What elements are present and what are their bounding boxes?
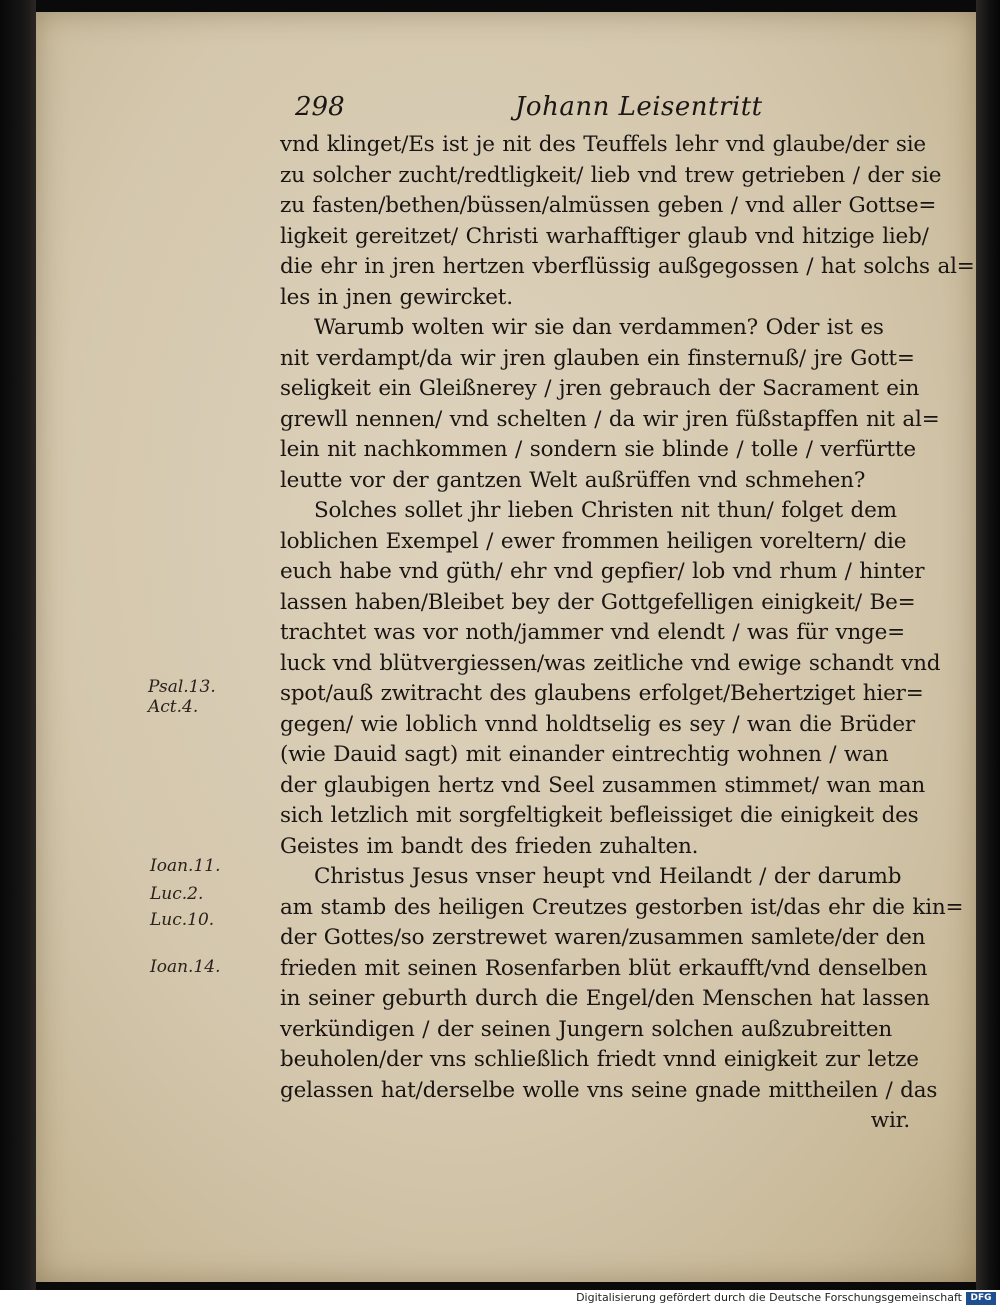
margin-note-luc-10: Luc.10. xyxy=(150,910,215,930)
catchword: wir. xyxy=(870,1108,910,1133)
page-header xyxy=(295,92,925,126)
margin-note-psal-13: Psal.13. xyxy=(148,677,216,697)
text-line: zu fasten/bethen/büssen/almüssen geben / vnd aller Gottse= xyxy=(280,193,937,218)
margin-note-act-4: Act.4. xyxy=(148,697,199,717)
text-line: beuholen/der vns schließlich friedt vnnd einigkeit zur letze xyxy=(280,1047,919,1072)
text-line: am stamb des heiligen Creutzes gestorben ist/das ehr die kin= xyxy=(280,894,964,920)
text-line: grewll nennen/ vnd schelten / da wir jren füßstapffen nit al= xyxy=(280,406,940,432)
text-line: les in jnen gewircket. xyxy=(280,284,513,310)
text-line: nit verdampt/da wir jren glauben ein finsternuß/ jre Gott= xyxy=(280,345,915,371)
book-cover-left xyxy=(0,0,36,1290)
text-line: loblichen Exempel / ewer frommen heiligen voreltern/ die xyxy=(280,528,907,554)
text-line: ligkeit gereitzet/ Christi warhafftiger glaub vnd hitzige lieb/ xyxy=(280,223,929,249)
margin-note-luc-2: Luc.2. xyxy=(150,884,204,904)
page-number: 298 xyxy=(295,92,345,122)
text-line: lassen haben/Bleibet bey der Gottgefelligen einigkeit/ Be= xyxy=(280,589,916,615)
text-line: der Gottes/so zerstrewet waren/zusammen samlete/der den xyxy=(280,925,926,950)
dfg-logo: DFG xyxy=(966,1292,996,1305)
text-line: verkündigen / der seinen Jungern solchen außzubreitten xyxy=(280,1016,893,1042)
text-line: vnd klinget/Es ist je nit des Teuffels lehr vnd glaube/der sie xyxy=(280,132,926,157)
text-line: frieden mit seinen Rosenfarben blüt erkaufft/vnd denselben xyxy=(280,955,928,981)
text-line: trachtet was vor noth/jammer vnd elendt / was für vnge= xyxy=(280,620,905,645)
text-line: spot/auß zwitracht des glaubens erfolget/Behertziget hier= xyxy=(280,681,924,706)
text-line: leutte vor der gantzen Welt außrüffen vnd schmehen? xyxy=(280,467,866,493)
text-line: zu solcher zucht/redtligkeit/ lieb vnd trew getrieben / der sie xyxy=(280,162,942,188)
footer-bar xyxy=(0,1290,1000,1307)
body-text xyxy=(280,130,975,1137)
text-line: in seiner geburth durch die Engel/den Menschen hat lassen xyxy=(280,986,930,1011)
text-line: gegen/ wie loblich vnnd holdtselig es sey / wan die Brüder xyxy=(280,711,916,737)
footer-credit: Digitalisierung gefördert durch die Deutsche Forschungsgemeinschaft xyxy=(576,1291,962,1304)
text-line: Solches sollet jhr lieben Christen nit thun/ folget dem xyxy=(314,498,897,523)
book-cover-right xyxy=(976,0,1000,1290)
text-line: sich letzlich mit sorgfeltigkeit befleissiget die einigkeit des xyxy=(280,803,919,828)
margin-note-ioan-11: Ioan.11. xyxy=(150,856,221,876)
text-line: der glaubigen hertz vnd Seel zusammen stimmet/ wan man xyxy=(280,772,925,798)
text-line: lein nit nachkommen / sondern sie blinde / tolle / verfürtte xyxy=(280,437,916,462)
text-line: Christus Jesus vnser heupt vnd Heilandt / der darumb xyxy=(314,864,902,889)
text-line: Geistes im bandt des frieden zuhalten. xyxy=(280,833,699,859)
text-line: gelassen hat/derselbe wolle vns seine gnade mittheilen / das xyxy=(280,1077,938,1103)
text-line: (wie Dauid sagt) mit einander eintrechtig wohnen / wan xyxy=(280,742,889,767)
text-line: Warumb wolten wir sie dan verdammen? Oder ist es xyxy=(314,315,884,340)
text-line: euch habe vnd güth/ ehr vnd gepfier/ lob vnd rhum / hinter xyxy=(280,559,925,584)
text-line: die ehr in jren hertzen vberflüssig außgegossen / hat solchs al= xyxy=(280,254,975,279)
text-line: seligkeit ein Gleißnerey / jren gebrauch der Sacrament ein xyxy=(280,376,920,401)
margin-note-ioan-14: Ioan.14. xyxy=(150,957,221,977)
running-title: Johann Leisentritt xyxy=(515,92,763,122)
text-line: luck vnd blütvergiessen/was zeitliche vnd ewige schandt vnd xyxy=(280,650,941,676)
